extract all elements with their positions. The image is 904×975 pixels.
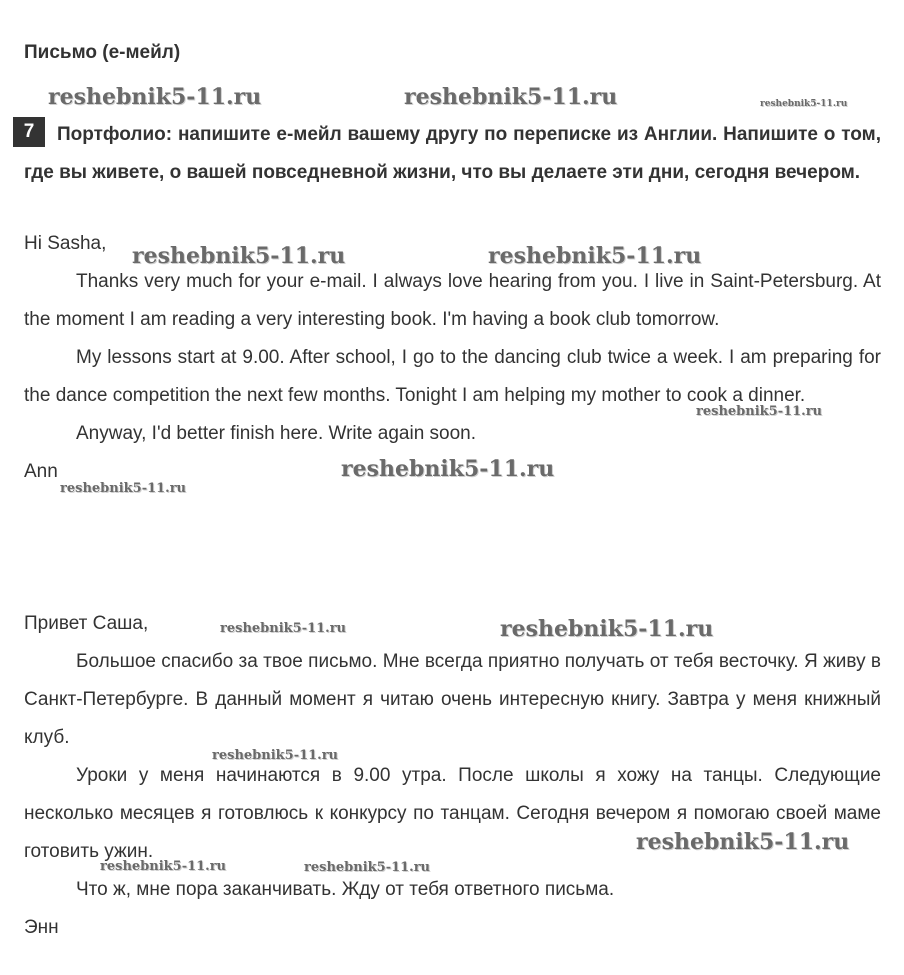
english-paragraph-2: My lessons start at 9.00. After school, I go to the dancing club twice a week. I am preparing for the dance competition the next few months. Tonight I am helping my mother to cook a dinner. <box>24 347 881 406</box>
russian-letter <box>24 605 881 947</box>
watermark: reshebnik5-11.ru <box>304 860 431 875</box>
watermark: reshebnik5-11.ru <box>500 616 714 642</box>
task-instruction: Портфолио: напишите е-мейл вашему другу по переписке из Англии. Напишите о том, где вы живете, о вашей повседневной жизни, что вы делаете эти дни, сегодня вечером. <box>24 124 881 183</box>
russian-paragraph-1: Большое спасибо за твое письмо. Мне всегда приятно получать от тебя весточку. Я живу в Санкт-Петербурге. В данный момент я читаю очень интересную книгу. Завтра у меня книжный клуб. <box>24 651 881 748</box>
english-paragraph-3: Anyway, I'd better finish here. Write again soon. <box>76 423 477 444</box>
watermark: reshebnik5-11.ru <box>220 621 347 636</box>
english-paragraph-1: Thanks very much for your e-mail. I always love hearing from you. I live in Saint-Petersburg. At the moment I am reading a very interesting book. I'm having a book club tomorrow. <box>24 271 881 330</box>
task-number-badge: 7 <box>13 117 45 147</box>
watermark: reshebnik5-11.ru <box>488 243 702 269</box>
watermark: reshebnik5-11.ru <box>48 84 262 110</box>
watermark: reshebnik5-11.ru <box>100 859 227 874</box>
russian-signature: Энн <box>24 917 59 938</box>
section-title: Письмо (е-мейл) <box>24 42 181 63</box>
watermark: reshebnik5-11.ru <box>132 243 346 269</box>
watermark: reshebnik5-11.ru <box>341 456 555 482</box>
watermark: reshebnik5-11.ru <box>760 99 848 109</box>
watermark: reshebnik5-11.ru <box>696 404 823 419</box>
watermark: reshebnik5-11.ru <box>212 748 339 763</box>
watermark: reshebnik5-11.ru <box>404 84 618 110</box>
russian-paragraph-2: Уроки у меня начинаются в 9.00 утра. После школы я хожу на танцы. Следующие несколько месяцев я готовлюсь к конкурсу по танцам. Сегодня вечером я помогаю своей маме готовить ужин. <box>24 765 881 862</box>
watermark: reshebnik5-11.ru <box>60 481 187 496</box>
russian-greeting: Привет Саша, <box>24 613 149 634</box>
english-greeting: Hi Sasha, <box>24 233 107 254</box>
watermark: reshebnik5-11.ru <box>636 829 850 855</box>
russian-paragraph-3: Что ж, мне пора заканчивать. Жду от тебя ответного письма. <box>76 879 615 900</box>
english-signature: Ann <box>24 461 58 482</box>
